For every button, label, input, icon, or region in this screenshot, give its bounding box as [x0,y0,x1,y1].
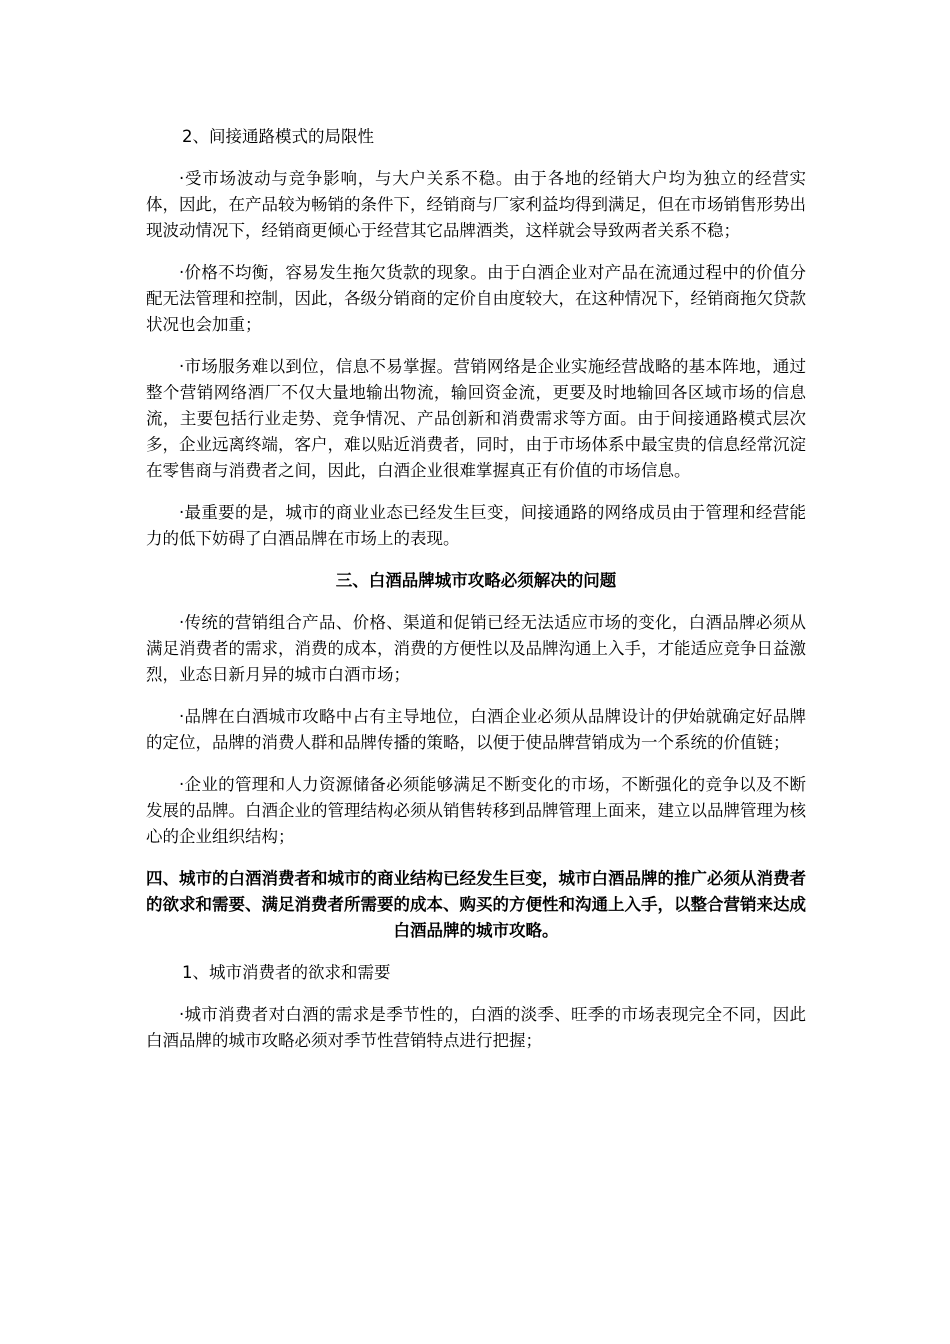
section-heading-four: 四、城市的白酒消费者和城市的商业结构已经发生巨变，城市白酒品牌的推广必须从消费者的欲求和需要、满足消费者所需要的成本、购买的方便性和沟通上入手，以整合营销来达成白酒品牌的城市攻略。 [146,869,806,940]
subheading-consumer-needs: 1、城市消费者的欲求和需要 [182,963,391,982]
paragraph-market-volatility: ·受市场波动与竞争影响，与大户关系不稳。由于各地的经销大户均为独立的经营实体，因此，在产品较为畅销的条件下，经销商与厂家利益均得到满足，但在市场销售形势出现波动情况下，经销商更倾心于经营其它品牌酒类，这样就会导致两者关系不稳； [146,169,806,240]
paragraph-marketing-mix: ·传统的营销组合产品、价格、渠道和促销已经无法适应市场的变化，白酒品牌必须从满足消费者的需求，消费的成本，消费的方便性以及品牌沟通上入手，才能适应竞争日益激烈，业态日新月异的城市白酒市场； [146,613,806,684]
section-heading-three: 三、白酒品牌城市攻略必须解决的问题 [335,571,617,590]
paragraph-seasonal-demand: ·城市消费者对白酒的需求是季节性的，白酒的淡季、旺季的市场表现完全不同，因此白酒品牌的城市攻略必须对季节性营销特点进行把握； [146,1005,806,1050]
paragraph-management: ·企业的管理和人力资源储备必须能够满足不断变化的市场，不断强化的竞争以及不断发展的品牌。白酒企业的管理结构必须从销售转移到品牌管理上面来，建立以品牌管理为核心的企业组织结构； [146,775,806,846]
document-page [146,124,806,1070]
paragraph-price-imbalance: ·价格不均衡，容易发生拖欠货款的现象。由于白酒企业对产品在流通过程中的价值分配无法管理和控制，因此，各级分销商的定价自由度较大，在这种情况下，经销商拖欠贷款状况也会加重； [146,263,806,334]
paragraph-business-change: ·最重要的是，城市的商业业态已经发生巨变，间接通路的网络成员由于管理和经营能力的低下妨碍了白酒品牌在市场上的表现。 [146,503,806,548]
subheading-indirect-channel-limits: 2、间接通路模式的局限性 [182,127,374,146]
paragraph-market-service: ·市场服务难以到位，信息不易掌握。营销网络是企业实施经营战略的基本阵地，通过整个营销网络酒厂不仅大量地输出物流，输回资金流，更要及时地输回各区域市场的信息流，主要包括行业走势、竞争情况、产品创新和消费需求等方面。由于间接通路模式层次多，企业远离终端，客户，难以贴近消费者，同时，由于市场体系中最宝贵的信息经常沉淀在零售商与消费者之间，因此，白酒企业很难掌握真正有价值的市场信息。 [146,357,806,480]
paragraph-brand-dominance: ·品牌在白酒城市攻略中占有主导地位，白酒企业必须从品牌设计的伊始就确定好品牌的定位，品牌的消费人群和品牌传播的策略，以便于使品牌营销成为一个系统的价值链； [146,707,806,752]
